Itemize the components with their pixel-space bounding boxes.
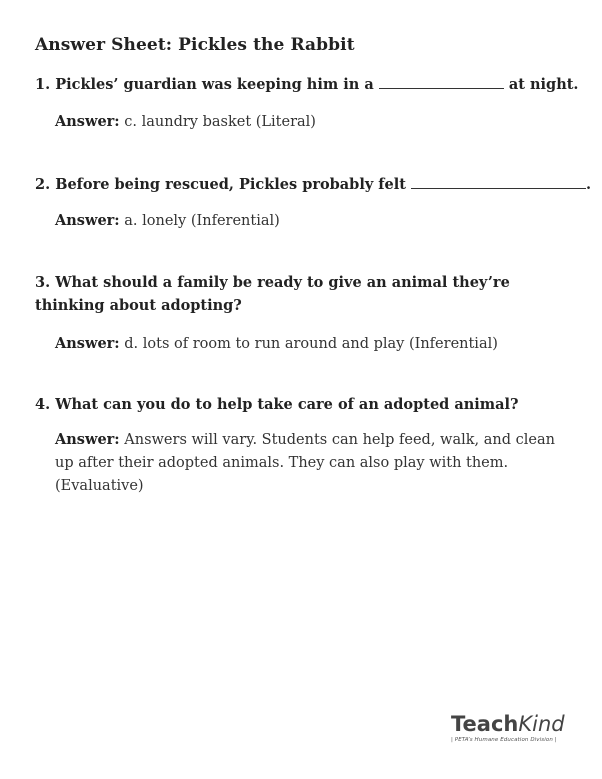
answer-label: Answer: bbox=[55, 113, 120, 130]
page-title: Answer Sheet: Pickles the Rabbit bbox=[35, 35, 355, 55]
logo-kind: Kind bbox=[518, 712, 565, 736]
answer-text: a. lonely (Inferential) bbox=[124, 213, 280, 229]
answer-2 bbox=[55, 209, 280, 233]
question-2 bbox=[35, 173, 591, 196]
question-number: 3. bbox=[35, 274, 51, 291]
question-text: What should a family be ready to give an animal they’re thinking about adopting? bbox=[35, 274, 510, 314]
logo-subtitle: | PETA’s Humane Education Division | bbox=[451, 737, 557, 743]
answer-text: c. laundry basket (Literal) bbox=[124, 114, 316, 130]
question-text-before: Pickles’ guardian was keeping him in a bbox=[55, 76, 374, 93]
answer-label: Answer: bbox=[55, 335, 120, 352]
question-number: 1. bbox=[35, 76, 51, 93]
question-4 bbox=[35, 393, 519, 416]
question-text-after: . bbox=[586, 176, 592, 193]
question-3 bbox=[35, 271, 575, 317]
question-text-before: Before being rescued, Pickles probably felt bbox=[55, 176, 406, 193]
answer-4 bbox=[55, 428, 575, 498]
question-number: 2. bbox=[35, 176, 51, 193]
answer-blank bbox=[411, 176, 586, 189]
answer-label: Answer: bbox=[55, 212, 120, 229]
question-text-after: at night. bbox=[508, 76, 579, 93]
answer-text: Answers will vary. Students can help feed, walk, and clean up after their adopted animals. They can also play with them. (Evaluative) bbox=[55, 432, 555, 494]
question-number: 4. bbox=[35, 396, 51, 413]
answer-label: Answer: bbox=[55, 431, 120, 448]
answer-blank bbox=[379, 76, 504, 89]
logo-wordmark bbox=[451, 712, 569, 736]
answer-3 bbox=[55, 332, 498, 356]
question-text: What can you do to help take care of an adopted animal? bbox=[55, 396, 519, 413]
answer-1 bbox=[55, 110, 316, 134]
question-1 bbox=[35, 73, 578, 96]
answer-text: d. lots of room to run around and play (Inferential) bbox=[124, 336, 498, 352]
logo-teach: Teach bbox=[451, 712, 519, 736]
teachkind-logo bbox=[451, 712, 569, 743]
